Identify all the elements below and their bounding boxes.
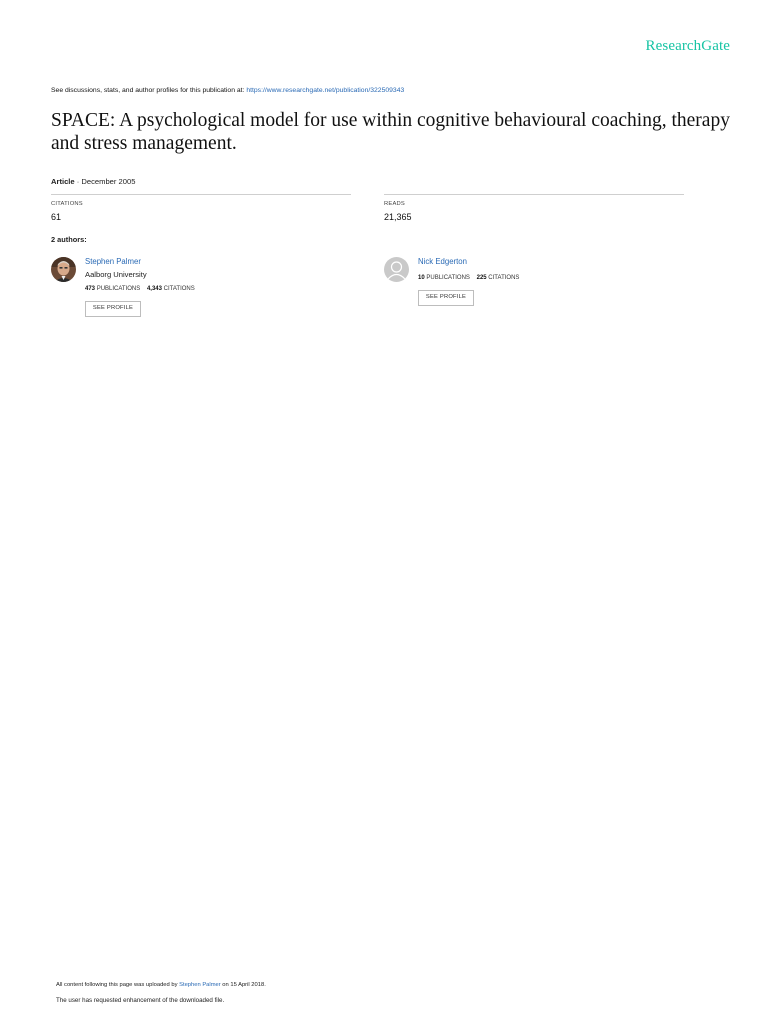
author-stats <box>85 286 195 292</box>
paper-type: Article <box>51 177 75 186</box>
authors-heading: 2 authors: <box>51 235 87 244</box>
author-affiliation: Aalborg University <box>85 270 147 279</box>
upload-suffix: on 15 April 2018. <box>220 982 266 988</box>
citations-label: CITATIONS <box>51 201 83 207</box>
author-avatar-photo[interactable] <box>51 257 76 282</box>
citations-divider <box>51 194 351 195</box>
uploader-link[interactable]: Stephen Palmer <box>179 982 221 988</box>
author-citations-count: 4,343 <box>146 286 162 292</box>
author-citations-label: CITATIONS <box>488 275 520 281</box>
publication-url-link[interactable]: https://www.researchgate.net/publication/322509343 <box>246 87 405 94</box>
author-publications-count: 10 <box>418 275 425 281</box>
default-user-icon[interactable] <box>384 257 409 282</box>
author-citations-label: CITATIONS <box>163 286 195 292</box>
author-stats <box>418 275 519 281</box>
reads-value: 21,365 <box>384 212 412 222</box>
see-profile-button[interactable]: SEE PROFILE <box>85 301 141 317</box>
author-name-link[interactable]: Stephen Palmer <box>85 257 141 266</box>
enhancement-note: The user has requested enhancement of the downloaded file. <box>56 997 225 1004</box>
upload-prefix: All content following this page was uploaded by <box>56 982 180 988</box>
paper-meta <box>51 177 135 186</box>
see-profile-button[interactable]: SEE PROFILE <box>418 290 474 306</box>
author-citations-count: 225 <box>476 275 487 281</box>
upload-note <box>56 982 266 988</box>
researchgate-logo[interactable]: ResearchGate <box>645 38 730 54</box>
publication-link-line <box>51 87 404 94</box>
citations-value: 61 <box>51 212 62 222</box>
discussion-prefix: See discussions, stats, and author profiles for this publication at: <box>51 87 247 94</box>
meta-separator: · <box>74 177 82 186</box>
reads-divider <box>384 194 684 195</box>
author-publications-count: 473 <box>85 286 96 292</box>
author-publications-label: PUBLICATIONS <box>96 286 141 292</box>
reads-label: READS <box>384 201 405 207</box>
author-publications-label: PUBLICATIONS <box>426 275 470 281</box>
paper-title: SPACE: A psychological model for use within cognitive behavioural coaching, therapy and stress management. <box>51 110 730 154</box>
author-name-link[interactable]: Nick Edgerton <box>418 257 467 266</box>
paper-date: December 2005 <box>81 177 136 186</box>
